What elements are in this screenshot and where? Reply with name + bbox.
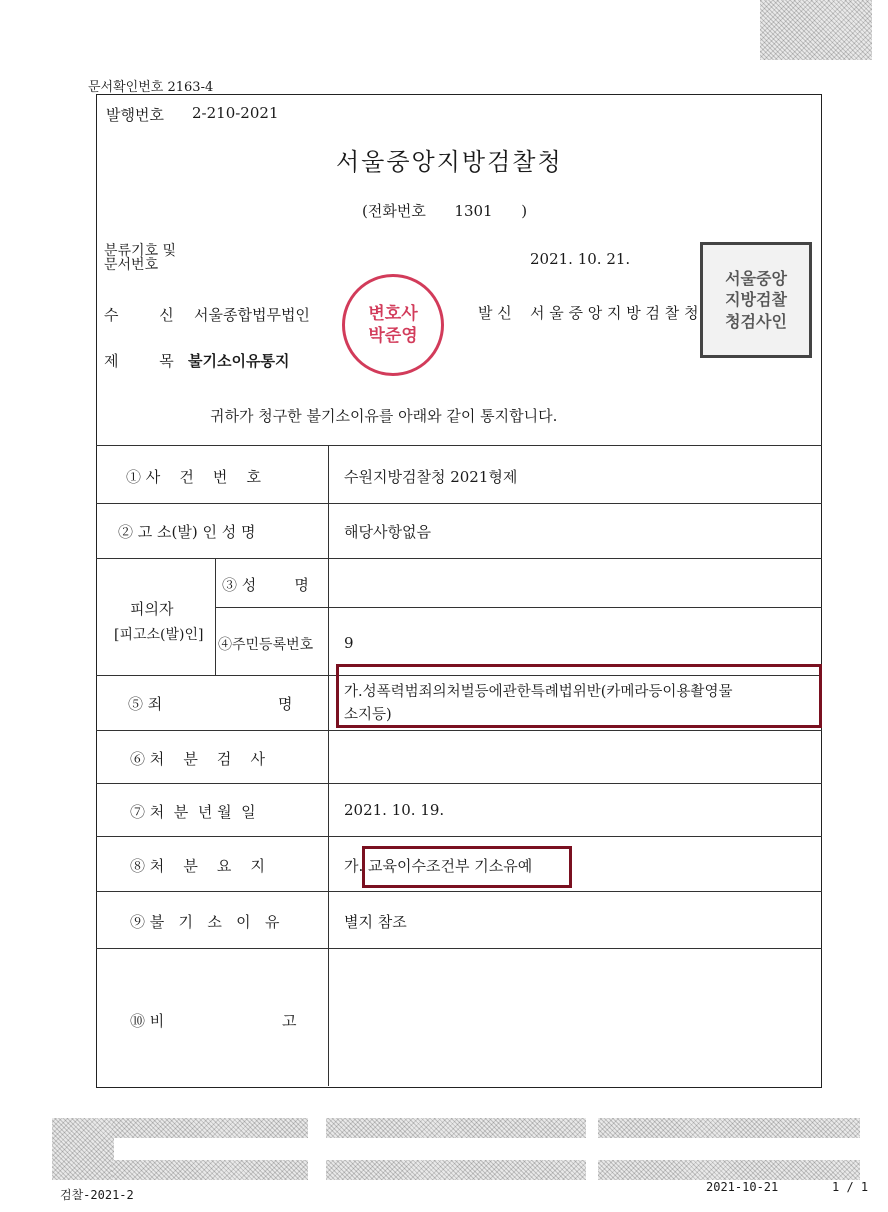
office-seal-text: 서울중앙 지방검찰 청검사인 [725, 268, 787, 331]
crime-highlight-box [336, 664, 822, 728]
remarks-label-end: 고 [282, 1012, 297, 1030]
remarks-label: ⑩ 비 [130, 1012, 165, 1030]
classification-label: 분류기호 및 문서번호 [104, 243, 177, 273]
table-line [96, 783, 822, 784]
suspect-label: 피의자 [130, 600, 174, 618]
subject-label: 제 목 [104, 352, 192, 370]
table-line-top [96, 445, 822, 446]
sender-value: 서 울 중 앙 지 방 검 찰 청 [530, 304, 699, 322]
crime-value-line2: 소지등) [344, 707, 392, 723]
case-number-label: ① 사 건 번 호 [126, 468, 261, 486]
intro-sentence: 귀하가 청구한 불기소이유를 아래와 같이 통지합니다. [210, 407, 558, 425]
disposition-summary-label: ⑧ 처 분 요 지 [130, 857, 265, 875]
rrn-label: ④주민등록번호 [218, 637, 314, 653]
phone-number: (전화번호 1301 ) [362, 202, 528, 220]
reason-value: 별지 참조 [344, 913, 407, 931]
table-line [96, 558, 822, 559]
redacted-bar [52, 1118, 114, 1180]
sender-label: 발 신 [478, 304, 512, 322]
table-line [96, 948, 822, 949]
issue-number-value: 2-210-2021 [192, 104, 279, 122]
reason-label: ⑨ 불 기 소 이 유 [130, 913, 280, 931]
table-line [96, 891, 822, 892]
name-label: ③ 성 명 [222, 576, 309, 594]
complainant-value: 해당사항없음 [344, 523, 431, 541]
crime-value-line1: 가.성폭력범죄의처벌등에관한특례법위반(카메라등이용촬영물 [344, 684, 733, 700]
scan-noise-top [760, 0, 872, 60]
disposition-summary-value: 가. 교육이수조건부 기소유예 [344, 857, 533, 875]
footer-date: 2021-10-21 [706, 1180, 779, 1194]
suspect-sub-label: [피고소(발)인] [114, 627, 204, 643]
table-line [96, 503, 822, 504]
table-line [96, 836, 822, 837]
footer-page: 1 / 1 [832, 1180, 869, 1194]
redacted-bar [598, 1160, 860, 1180]
document-date: 2021. 10. 21. [530, 250, 631, 268]
disposition-date-label: ⑦ 처 분 년 월 일 [130, 803, 256, 821]
footer-doc-id: 검찰-2021-2 [60, 1188, 134, 1202]
disposition-date-value: 2021. 10. 19. [344, 801, 445, 819]
redacted-bar [112, 1160, 308, 1180]
case-number-value: 수원지방검찰청 2021형제 [344, 468, 518, 486]
lawyer-seal [342, 274, 444, 376]
subject-value: 불기소이유통지 [188, 352, 290, 370]
table-divider [328, 445, 329, 1086]
complainant-label: ② 고 소(발) 인 성 명 [118, 523, 256, 541]
recipient-value: 서울종합법무법인 [194, 306, 310, 324]
table-line [96, 730, 822, 731]
redacted-bar [326, 1118, 586, 1138]
office-title: 서울중앙지방검찰청 [336, 148, 563, 176]
table-divider [215, 558, 216, 675]
recipient-label: 수 신 [104, 306, 192, 324]
document-confirm-number: 문서확인번호 2163-4 [88, 80, 214, 95]
prosecutor-label: ⑥ 처 분 검 사 [130, 750, 265, 768]
office-seal [700, 242, 812, 358]
redacted-bar [112, 1118, 308, 1138]
summary-highlight-box [362, 846, 572, 888]
lawyer-seal-text: 변호사 박준영 [368, 303, 418, 346]
rrn-value: 9 [344, 634, 354, 652]
crime-label-end: 명 [278, 695, 293, 713]
redacted-bar [326, 1160, 586, 1180]
crime-label: ⑤ 죄 [128, 695, 163, 713]
table-line [215, 607, 822, 608]
issue-number-label: 발행번호 [106, 106, 164, 124]
redacted-bar [598, 1118, 860, 1138]
